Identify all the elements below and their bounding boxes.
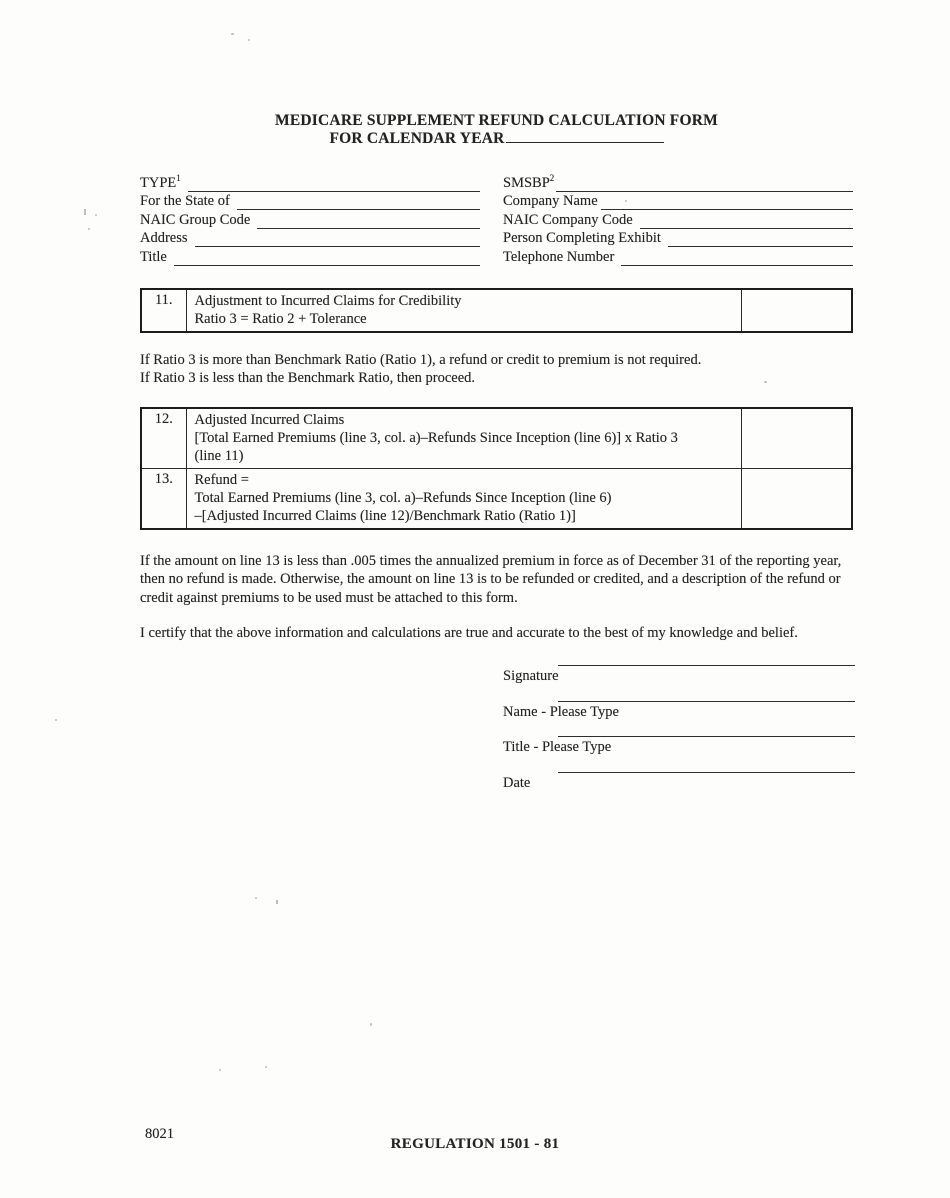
field-naic-group-code-label: NAIC Group Code	[140, 211, 251, 228]
date-blank-line	[558, 762, 855, 773]
field-telephone-number	[503, 247, 853, 266]
table-row-line-12	[141, 408, 852, 469]
field-company-name	[503, 192, 853, 211]
scan-noise-speck	[248, 39, 250, 41]
name-blank-line	[558, 691, 855, 702]
scan-noise-speck	[265, 1066, 267, 1068]
field-smsbp	[503, 173, 853, 192]
title-blank-line	[558, 726, 855, 737]
scan-noise-speck	[625, 200, 627, 202]
line-13-description-cell	[186, 468, 741, 529]
line-12-text-line1: Adjusted Incurred Claims	[194, 411, 345, 428]
scan-noise-speck	[255, 897, 257, 899]
scan-noise-speck	[231, 33, 234, 35]
field-naic-company-code-label: NAIC Company Code	[503, 211, 633, 228]
signature-label: Signature	[503, 668, 559, 684]
header-fields	[140, 173, 853, 266]
scan-noise-speck	[95, 214, 97, 216]
line-11-text-line1: Adjustment to Incurred Claims for Credibility	[194, 292, 462, 309]
certification-statement: I certify that the above information and calculations are true and accurate to the best of my knowledge and belief.	[140, 625, 798, 641]
ratio-3-note-line1: If Ratio 3 is more than Benchmark Ratio (Ratio 1), a refund or credit to premium is not required.	[140, 351, 702, 368]
line-11-text-line2: Ratio 3 = Ratio 2 + Tolerance	[194, 310, 367, 327]
calculation-table-lines-12-13	[140, 407, 853, 530]
line-12-description-cell	[186, 408, 741, 469]
name-label: Name - Please Type	[503, 703, 619, 720]
field-smsbp-blank-line	[556, 178, 853, 192]
field-address-blank-line	[195, 233, 480, 247]
line-12-value-cell	[741, 408, 852, 469]
field-company-name-blank-line	[601, 196, 853, 210]
field-person-completing-exhibit-label: Person Completing Exhibit	[503, 230, 661, 246]
date-label: Date	[503, 774, 531, 791]
title-label: Title - Please Type	[503, 739, 612, 755]
field-state-label: For the State of	[140, 193, 230, 209]
form-content	[140, 112, 853, 797]
field-title-label: Title	[140, 248, 167, 265]
field-naic-group-code	[140, 210, 480, 229]
header-fields-right-column	[503, 173, 853, 266]
field-smsbp-label: SMSBP$^2$	[503, 172, 555, 191]
field-type-blank-line	[188, 178, 480, 192]
scan-noise-speck	[370, 1023, 372, 1026]
field-telephone-number-blank-line	[621, 252, 853, 266]
line-12-text-line3: (line 11)	[194, 447, 244, 464]
form-title-line1: MEDICARE SUPPLEMENT REFUND CALCULATION FORM	[275, 112, 718, 129]
footnote-marker-1: 1	[176, 172, 181, 183]
refund-instructions-paragraph: If the amount on line 13 is less than .005 times the annualized premium in force as of December 31 of the reporting year, then no refund is made. Otherwise, the amount on line 13 is to be refunded or credited, and a description of the refund or credit against premiums to be used must be attached to this form.	[140, 552, 842, 606]
field-company-name-label: Company Name	[503, 193, 598, 209]
field-naic-company-code-blank-line	[640, 215, 853, 229]
form-title-line2	[140, 130, 853, 148]
signature-row	[503, 655, 855, 685]
line-13-number-cell: 13.	[141, 468, 186, 529]
field-address-label: Address	[140, 230, 188, 246]
field-address	[140, 229, 480, 248]
signature-blank-line	[558, 655, 855, 666]
field-title-blank-line	[174, 252, 480, 266]
table-row-line-11	[141, 289, 852, 332]
header-fields-left-column	[140, 173, 480, 266]
calendar-year-label: FOR CALENDAR YEAR	[329, 130, 505, 147]
field-state	[140, 192, 480, 211]
scan-noise-speck	[219, 1069, 221, 1071]
line-13-text-line1: Refund =	[194, 471, 249, 488]
table-row-line-13	[141, 468, 852, 529]
scan-noise-speck	[88, 228, 90, 230]
field-naic-group-code-blank-line	[257, 215, 480, 229]
form-number: 8021	[145, 1126, 174, 1142]
line-13-text-line2: Total Earned Premiums (line 3, col. a)–Refunds Since Inception (line 6)	[194, 489, 612, 506]
ratio-3-note	[140, 351, 853, 388]
field-telephone-number-label: Telephone Number	[503, 248, 615, 265]
scan-noise-speck	[276, 900, 278, 904]
ratio-3-note-line2: If Ratio 3 is less than the Benchmark Ratio, then proceed.	[140, 370, 476, 386]
calculation-table-line-11	[140, 288, 853, 333]
field-state-blank-line	[237, 196, 480, 210]
scan-noise-speck	[84, 209, 86, 215]
line-11-description-cell	[186, 289, 741, 332]
name-row	[503, 691, 855, 721]
line-11-value-cell	[741, 289, 852, 332]
footnote-marker-2: 2	[549, 172, 555, 183]
title-row	[503, 726, 855, 756]
line-12-text-line2: [Total Earned Premiums (line 3, col. a)–Refunds Since Inception (line 6)] x Ratio 3	[194, 429, 678, 446]
regulation-reference: REGULATION 1501 - 81	[390, 1136, 560, 1152]
date-row	[503, 762, 855, 792]
field-naic-company-code	[503, 210, 853, 229]
calendar-year-blank-line	[506, 130, 664, 143]
line-12-number-cell: 12.	[141, 408, 186, 469]
form-title-block	[140, 112, 853, 148]
line-11-number-cell: 11.	[141, 289, 186, 332]
line-13-value-cell	[741, 468, 852, 529]
field-type-label: TYPE$^1$	[140, 172, 181, 191]
line-13-text-line3: –[Adjusted Incurred Claims (line 12)/Benchmark Ratio (Ratio 1)]	[194, 507, 576, 524]
scan-noise-speck	[55, 719, 57, 721]
field-type	[140, 173, 480, 192]
field-person-completing-exhibit	[503, 229, 853, 248]
signature-block	[503, 655, 855, 792]
field-title	[140, 247, 480, 266]
scan-noise-speck	[764, 381, 767, 383]
field-person-completing-exhibit-blank-line	[668, 233, 853, 247]
